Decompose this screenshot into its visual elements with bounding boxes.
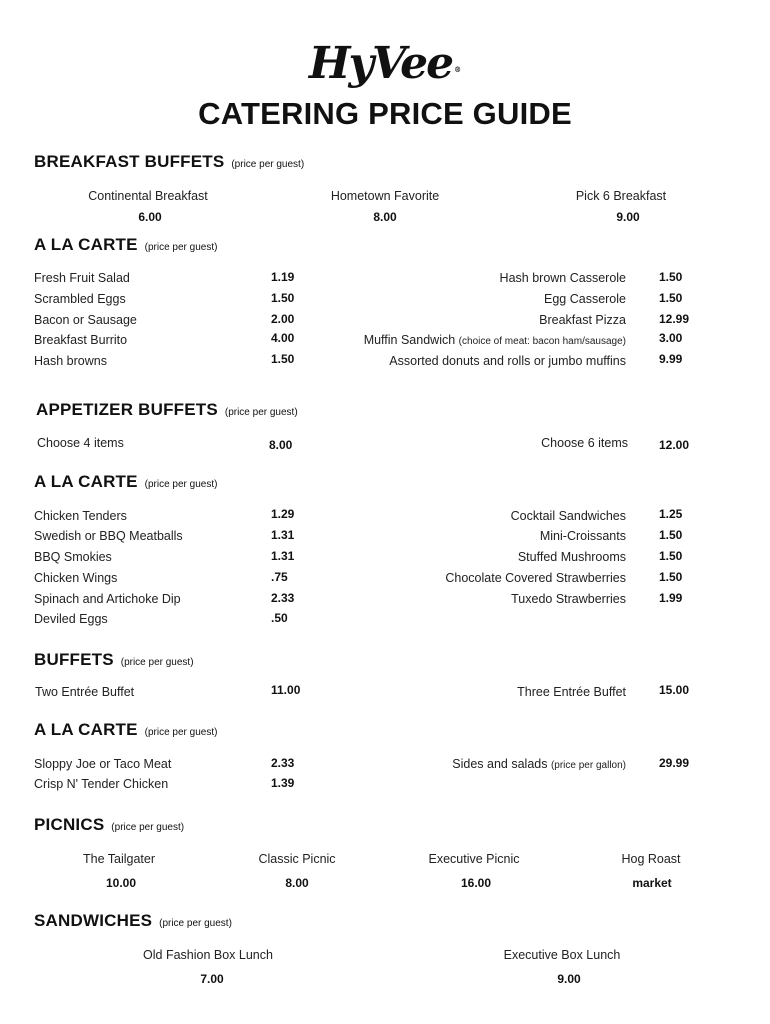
menu-item-price: 1.19	[271, 270, 295, 284]
breakfast-buffet-name: Hometown Favorite	[330, 189, 440, 203]
picnic-name: Executive Picnic	[428, 852, 520, 866]
page-title: CATERING PRICE GUIDE	[198, 96, 572, 131]
menu-item-name: Fresh Fruit Salad	[34, 271, 130, 285]
menu-item-price: 1.39	[271, 776, 295, 790]
menu-item-name: Bacon or Sausage	[34, 313, 137, 327]
menu-item-price: 1.29	[271, 507, 295, 521]
menu-item-price: 1.50	[659, 549, 683, 563]
breakfast-buffet-price: 6.00	[138, 210, 162, 224]
menu-item-price: 8.00	[269, 438, 293, 452]
section-appetizer-buffets: APPETIZER BUFFETS (price per guest)	[36, 400, 298, 419]
hyvee-logo: HyVee ®	[308, 38, 462, 89]
picnic-name: The Tailgater	[82, 852, 156, 866]
menu-item-name: Deviled Eggs	[34, 612, 108, 626]
menu-item-price: 2.00	[271, 312, 295, 326]
menu-item-price: 2.33	[271, 756, 295, 770]
sandwich-price: 7.00	[200, 972, 224, 986]
menu-item-name: Spinach and Artichoke Dip	[34, 592, 181, 606]
section-appetizer-a-la-carte: A LA CARTE (price per guest)	[34, 472, 218, 491]
menu-item-price: 3.00	[659, 331, 683, 345]
menu-item-name: Chocolate Covered Strawberries	[445, 571, 626, 585]
menu-item-price: 29.99	[659, 756, 690, 770]
menu-item-price: 11.00	[271, 683, 301, 697]
menu-item-name: Mini-Croissants	[539, 529, 626, 543]
menu-item-price: 1.50	[659, 291, 683, 305]
breakfast-buffet-price: 8.00	[373, 210, 397, 224]
breakfast-buffet-price: 9.00	[616, 210, 640, 224]
menu-item-name: Choose 6 items	[541, 436, 628, 450]
menu-item-price: 9.99	[659, 352, 683, 366]
menu-item-name: Muffin Sandwich (choice of meat: bacon ham/sausage)	[363, 333, 626, 347]
menu-item-price: 15.00	[659, 683, 690, 697]
menu-item-name: Egg Casserole	[544, 292, 626, 306]
menu-item-name: Breakfast Burrito	[34, 333, 128, 347]
menu-item-name: Breakfast Pizza	[539, 313, 626, 327]
menu-item-name: Three Entrée Buffet	[517, 685, 626, 699]
section-breakfast-buffets: BREAKFAST BUFFETS (price per guest)	[34, 152, 305, 171]
menu-item-price: 1.50	[659, 270, 683, 284]
menu-item-name: Tuxedo Strawberries	[511, 592, 626, 606]
menu-item-price: 12.00	[659, 438, 690, 452]
menu-item-name: Chicken Tenders	[34, 509, 127, 523]
picnic-price: market	[632, 876, 672, 890]
picnic-name: Hog Roast	[621, 852, 681, 866]
menu-item-name: Sloppy Joe or Taco Meat	[34, 757, 172, 771]
picnic-name: Classic Picnic	[258, 852, 336, 866]
menu-item-name: Crisp N' Tender Chicken	[34, 777, 169, 791]
section-buffet-a-la-carte: A LA CARTE (price per guest)	[34, 720, 218, 739]
menu-item-price: 1.50	[659, 570, 683, 584]
menu-item-name: Hash browns	[34, 354, 107, 368]
menu-item-price: 1.25	[659, 507, 683, 521]
picnic-price: 16.00	[460, 876, 492, 890]
menu-item-name: Hash brown Casserole	[499, 271, 626, 285]
menu-item-price: .50	[271, 611, 288, 625]
menu-item-name: Choose 4 items	[37, 436, 124, 450]
breakfast-buffet-name: Pick 6 Breakfast	[575, 189, 667, 203]
menu-item-price: 4.00	[271, 331, 295, 345]
sandwich-name: Executive Box Lunch	[503, 948, 621, 962]
menu-item-price: 1.50	[659, 528, 683, 542]
menu-item-price: 2.33	[271, 591, 295, 605]
sandwich-name: Old Fashion Box Lunch	[143, 948, 273, 962]
menu-item-name: Scrambled Eggs	[34, 292, 126, 306]
menu-item-price: 12.99	[659, 312, 690, 326]
menu-item-name: Chicken Wings	[34, 571, 118, 585]
menu-item-name: Cocktail Sandwiches	[510, 509, 626, 523]
breakfast-buffet-name: Continental Breakfast	[88, 189, 208, 203]
menu-item-price: 1.31	[271, 528, 295, 542]
menu-item-name: Stuffed Mushrooms	[517, 550, 626, 564]
sandwich-price: 9.00	[557, 972, 581, 986]
menu-item-price: .75	[271, 570, 288, 584]
menu-item-name: Two Entrée Buffet	[35, 685, 135, 699]
menu-item-price: 1.50	[271, 291, 295, 305]
menu-item-price: 1.50	[271, 352, 295, 366]
menu-item-price: 1.31	[271, 549, 295, 563]
menu-item-name: BBQ Smokies	[34, 550, 112, 564]
menu-item-name: Sides and salads (price per gallon)	[452, 757, 626, 771]
menu-item-name: Assorted donuts and rolls or jumbo muffins	[389, 354, 626, 368]
section-sandwiches: SANDWICHES (price per guest)	[34, 911, 232, 930]
section-buffets: BUFFETS (price per guest)	[34, 650, 194, 669]
menu-item-name: Swedish or BBQ Meatballs	[34, 529, 183, 543]
section-picnics: PICNICS (price per guest)	[34, 815, 185, 834]
menu-item-price: 1.99	[659, 591, 683, 605]
section-breakfast-a-la-carte: A LA CARTE (price per guest)	[34, 235, 218, 254]
picnic-price: 10.00	[105, 876, 137, 890]
picnic-price: 8.00	[285, 876, 309, 890]
